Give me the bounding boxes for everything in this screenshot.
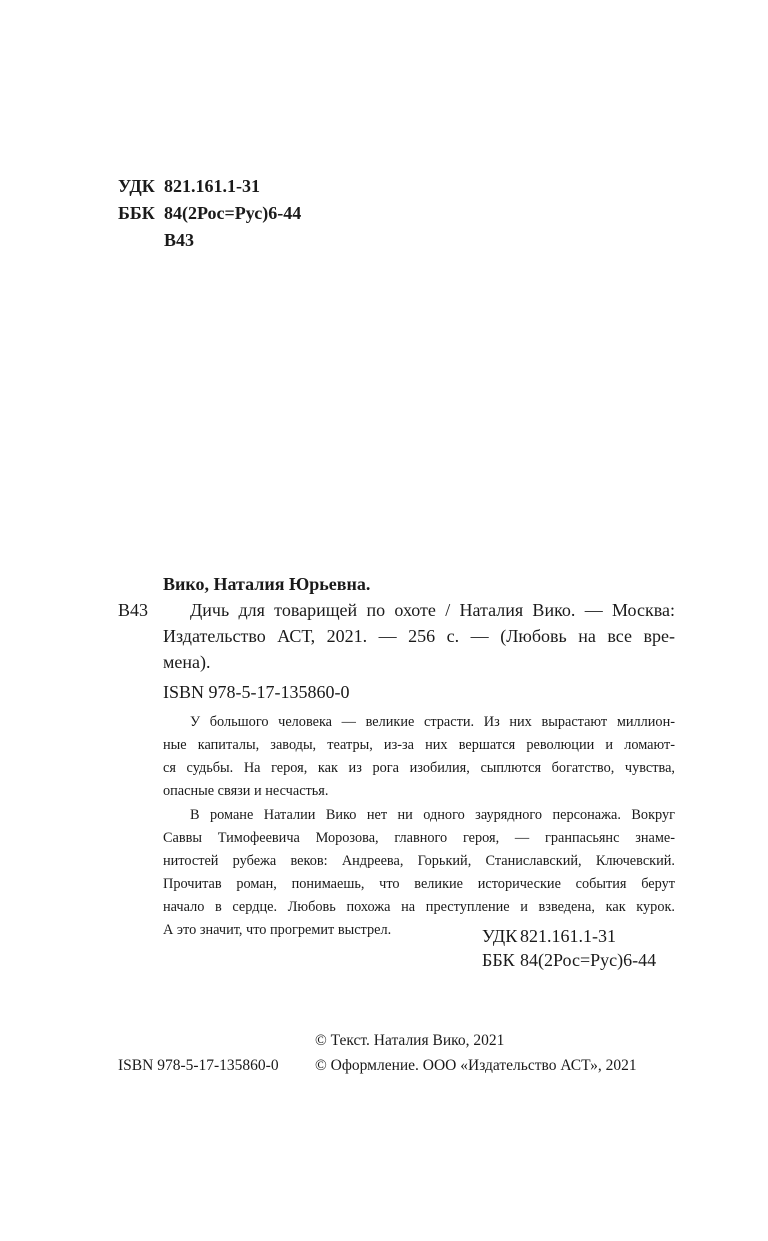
footer-isbn: ISBN 978-5-17-135860-0: [118, 1057, 279, 1074]
copyright-design: © Оформление. ООО «Издательство АСТ», 2021: [315, 1057, 637, 1074]
annotation-line: Прочитав роман, понимаешь, что великие исторические события берут: [163, 876, 675, 892]
annotation-line: нитостей рубежа веков: Андреева, Горький, Станиславский, Ключевский.: [163, 853, 675, 869]
udk-code-line: [482, 927, 616, 945]
title-line: Дичь для товарищей по охоте / Наталия Вико. — Москва:: [190, 600, 675, 620]
bbk-value: 84(2Рос=Рус)6-44: [520, 950, 657, 970]
bbk-label: ББК: [482, 950, 515, 970]
record-isbn: ISBN 978-5-17-135860-0: [163, 682, 350, 702]
udk-code-line: [118, 177, 260, 195]
annotation-line: ные капиталы, заводы, театры, из-за них вершатся революции и ломают-: [163, 737, 675, 753]
copyright-text: © Текст. Наталия Вико, 2021: [315, 1032, 505, 1049]
annotation-line: начало в сердце. Любовь похожа на преступление и взведена, как курок.: [163, 899, 675, 915]
udk-label: УДК: [482, 926, 518, 946]
record-author-mark: В43: [118, 600, 149, 620]
title-line: Издательство АСТ, 2021. — 256 с. — (Любовь на все вре-: [163, 626, 675, 646]
annotation-line: ся судьбы. На героя, как из рога изобилия, сыплются богатство, чувства,: [163, 760, 675, 776]
author-mark: В43: [164, 230, 195, 250]
annotation-line: В романе Наталии Вико нет ни одного заурядного персонажа. Вокруг: [190, 807, 675, 823]
bbk-value: 84(2Рос=Рус)6-44: [164, 203, 302, 223]
annotation-line: Саввы Тимофеевича Морозова, главного героя, — гранпасьянс знаме-: [163, 830, 675, 846]
annotation-line: А это значит, что прогремит выстрел.: [163, 922, 392, 938]
annotation-line: опасные связи и несчастья.: [163, 783, 329, 799]
udk-value: 821.161.1-31: [164, 176, 260, 196]
udk-label: УДК: [118, 176, 155, 196]
bbk-code-line: [482, 951, 656, 969]
bbk-label: ББК: [118, 203, 155, 223]
annotation-line: У большого человека — великие страсти. Из них вырастают миллион-: [190, 714, 675, 730]
bbk-code-line: [118, 204, 301, 222]
title-line: мена).: [163, 652, 211, 672]
author-name: Вико, Наталия Юрьевна.: [163, 574, 371, 594]
udk-value: 821.161.1-31: [520, 926, 616, 946]
